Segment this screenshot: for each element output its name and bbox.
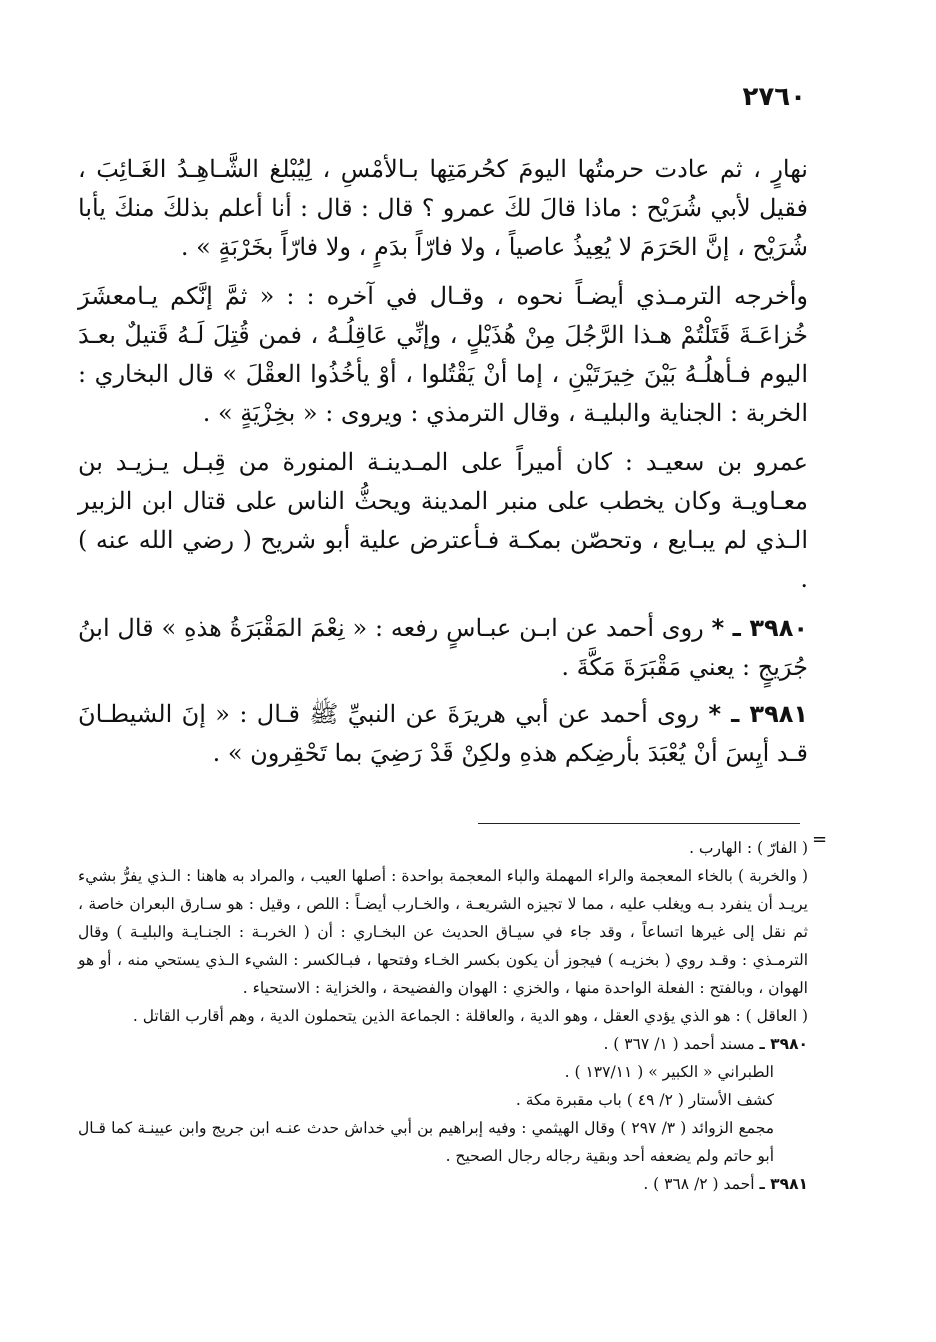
paragraph-amr-ibn-said: عمرو بن سعيـد : كان أميراً على المـدينـة المنورة من قِبـل يـزيـد بن معـاويـة وكان يخطب على منبر المدينة ويحثُّ الناس على قتال ابن الزبير الـذي لم يبـايع ، وتحصّن بمكـة فـأعترض علية أبو شريح ( رضي الله عنه ) . xyxy=(78,448,809,593)
footnote-ref-line: كشف الأستار ( ٢/ ٤٩ ) باب مقبرة مكة . xyxy=(515,1091,774,1109)
footnote-number: ٣٩٨٠ ـ xyxy=(759,1035,808,1053)
paragraph-hadith-continuation: نهارٍ ، ثم عادت حرمتُها اليومَ كحُرمَتِها بـالأمْسِ ، لِيُبْلغ الشَّـاهِـدُ الغَـائِبَ ، فقيل لأبي شُرَيْح : ماذا قالَ لكَ عمرو ؟ قال : قال : أنا أعلم بذلكَ منكَ يأبا شُرَيْح ، إنَّ الحَرَمَ لا يُعِيذُ عاصياً ، ولا فارّاً بدَمٍ ، ولا فارّاً بخَرْبَةٍ » . xyxy=(78,155,808,261)
footnote-line: ( العاقل ) : هو الذي يؤدي العقل ، وهو الدية ، والعاقلة : الجماعة الذين يتحملون الدية ، وهم أقارب القاتل . xyxy=(132,1007,808,1025)
footnote-ref-line: مجمع الزوائد ( ٣/ ٢٩٧ ) وقال الهيثمي : وفيه إبراهيم بن أبي خداش حدث عنـه ابن جريج وابن عيينـة كما قـال أبو حاتم ولم يضعفه أحد وبقية رجاله رجال الصحيح . xyxy=(78,1119,774,1165)
main-text xyxy=(78,150,808,783)
continuation-mark: = xyxy=(812,829,828,850)
footnote-line: ( والخربة ) بالخاء المعجمة والراء المهملة والباء المعجمة بواحدة : أصلها العيب ، والمراد به هاهنا : الـذي يفرُّ بشيء يريـد أن ينفرد بـه ويغلب عليه ، مما لا تجيزه الشريعـة ، والخـارب أيضـاً : اللص ، وقيل : هو سـارق البعران خاصة ، ثم نقل إلى غيرها اتساعاً ، وقد جاء في سيـاق الحديث عن البخـاري : أن ( الخربـة : الجنـايـة والبليـة ) وقال الترمـذي : وقـد روي ( بخزيـه ) فيجوز أن يكون بكسر الخـاء وفتحها ، فبـالكسر : الشيء الـذي يستحي منه ، أو هو الهوان ، وبالفتح : الفعلة الواحدة منها ، والخزي : الهوان والفضيحة ، والخزاية : الاستحياء . xyxy=(78,867,808,997)
footnote-line: ( الفارّ ) : الهارب . xyxy=(689,839,808,857)
footnote-ref-3980 xyxy=(78,1030,808,1058)
paragraph-tirmidhi-variant: وأخرجه الترمـذي أيضـاً نحوه ، وقـال في آخره : : « ثمَّ إنَّكم يـامعشَرَ خُزاعَـةَ قَتَلْتُمْ هـذا الرَّجُلَ مِنْ هُذَيْلٍ ، وإنِّي عَاقِلُـهُ ، فمن قُتِلَ لَـهُ قَتيلٌ بعـدَ اليوم فـأهلُـهُ بَيْنَ خِيرَتَيْنِ ، إما أنْ يَقْتُلوا ، أوْ يأخُذُوا العقْلَ » قال البخاري : الخربة : الجناية والبليـة ، وقال الترمذي : ويروى : « بخِزْيَةٍ » . xyxy=(78,282,808,427)
hadith-number: ٣٩٨١ ـ * xyxy=(708,700,809,728)
footnote-ref-line: الطبراني « الكبير » ( ١٣٧/١١ ) . xyxy=(564,1063,774,1081)
hadith-text: روى أحمد عن ابـن عبـاسٍ رفعه : « نِعْمَ المَقْبَرَةُ هذهِ » قال ابنُ جُرَيجٍ : يعني مَقْبَرَةَ مَكَّةَ . xyxy=(78,614,808,681)
footnote-divider xyxy=(478,823,800,824)
footnote-ref-text: مسند أحمد ( ١/ ٣٦٧ ) . xyxy=(603,1035,755,1053)
footnote-number: ٣٩٨١ ـ xyxy=(759,1175,808,1193)
footnotes xyxy=(78,834,808,1198)
hadith-3980 xyxy=(78,609,808,687)
hadith-number: ٣٩٨٠ ـ * xyxy=(711,614,808,642)
footnote-ref-text: أحمد ( ٢/ ٣٦٨ ) . xyxy=(643,1175,755,1193)
hadith-3981 xyxy=(78,695,808,773)
footnote-ref-3981 xyxy=(78,1170,808,1198)
page-number: ٢٧٦٠ xyxy=(742,82,806,112)
hadith-text: روى أحمد عن أبي هريرَةَ عن النبيِّ ﷺ قـال : « إنَ الشيطـانَ قـد أيِسَ أنْ يُعْبَدَ بأرضِكم هذهِ ولكِنْ قَدْ رَضِيَ بما تَحْقِرون » . xyxy=(78,700,808,767)
